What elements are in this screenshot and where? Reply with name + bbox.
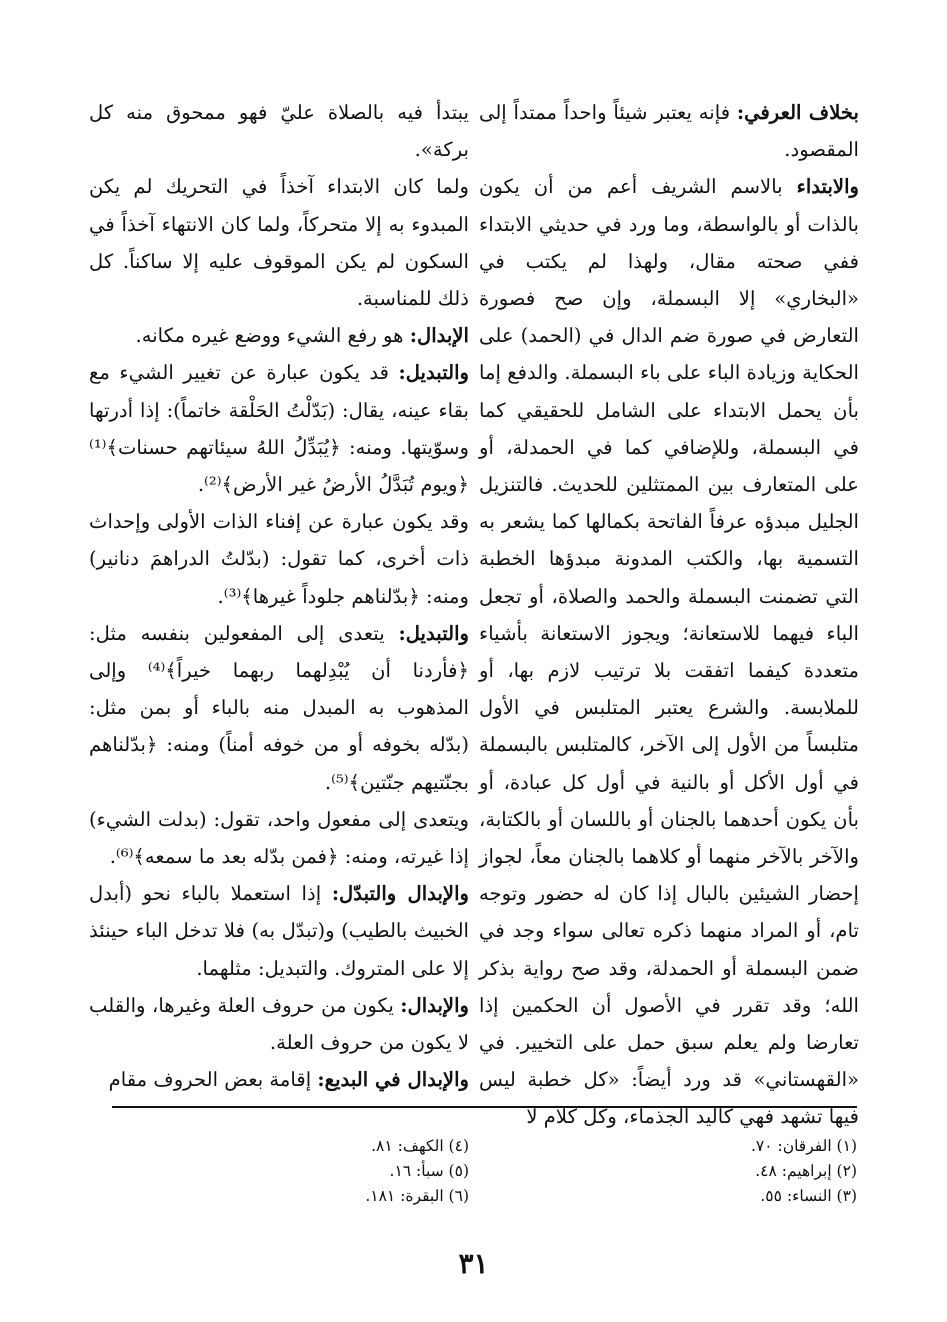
- paragraph: [89, 987, 469, 1061]
- paragraph-text: إقامة بعض الحروف مقام: [108, 1068, 318, 1092]
- paragraph-text: يتعدى إلى المفعولين بنفسه مثل: ﴿فأردنا أن يُبْدِلهما ربهما خيراً﴾⁽⁴⁾ وإلى المذهوب به المبدل منه بالباء أو بمن مثل: (بدّله بخوفه أو من خوفه أمناً) ومنه: ﴿بدّلناهم بجنّتيهم جنّتين﴾⁽⁵⁾.: [89, 621, 469, 794]
- term: والتبديل:: [398, 361, 469, 385]
- term: والإبدال في البديع:: [317, 1068, 469, 1092]
- paragraph: [89, 875, 469, 987]
- paragraph-text: إذا استعملا بالباء نحو (أبدل الخبيث بالطيب) و(تبدّل به) فلا تدخل الباء حينئذ إلا على المتروك. والتبديل: مثلهما.: [89, 882, 469, 980]
- footnote: (٥) سبأ: ١٦.: [389, 1162, 469, 1180]
- footnote-divider: [112, 1106, 857, 1108]
- paragraph: [89, 317, 469, 354]
- term: والإبدال:: [400, 993, 469, 1017]
- paragraph: [89, 94, 469, 168]
- footnote: (٣) النساء: ٥٥.: [760, 1187, 857, 1205]
- paragraph-text: ويتعدى إلى مفعول واحد، تقول: (بدلت الشيء) إذا غيرته، ومنه: ﴿فمن بدّله بعد ما سمعه﴾⁽⁶⁾.: [89, 807, 470, 869]
- footnotes-left: [169, 1134, 469, 1209]
- paragraph: [89, 801, 469, 875]
- paragraph: [89, 503, 469, 615]
- term: والإبدال والتبدّل:: [331, 882, 469, 906]
- paragraph-text: يبتدأ فيه بالصلاة عليّ فهو ممحوق منه كل بركة».: [89, 101, 469, 162]
- term: الإبدال:: [409, 324, 469, 348]
- paragraph-text: قد يكون عبارة عن تغيير الشيء مع بقاء عينه، يقال: (بَدّلْتُ الحَلْقة خاتماً): إذا أدرتها وسوّيتها. ومنه: ﴿يُبَدِّلُ اللهُ سيئاتهم حسنات﴾⁽¹⁾ ﴿ويوم تُبَدَّلُ الأرضُ غير الأرض﴾⁽²⁾.: [89, 361, 469, 497]
- paragraph: [89, 1061, 469, 1098]
- text-column-left: [89, 94, 469, 1098]
- term: بخلاف العرفي:: [736, 101, 859, 124]
- footnote: (٦) البقرة: ١٨١.: [365, 1187, 469, 1205]
- paragraph: [89, 615, 469, 801]
- paragraph: [479, 94, 859, 168]
- paragraph-text: هو رفع الشيء ووضع غيره مكانه.: [135, 324, 410, 348]
- paragraph-text: فإنه يعتبر شيئاً واحداً ممتداً إلى المقصود.: [479, 101, 859, 162]
- paragraph: [479, 168, 859, 1135]
- page-number: ٣١: [458, 1247, 489, 1280]
- paragraph: [89, 354, 469, 503]
- term: والتبديل:: [398, 621, 469, 645]
- paragraph-text: يكون من حروف العلة وغيرها، والقلب لا يكون من حروف العلة.: [89, 993, 469, 1055]
- footnote: (٢) إبراهيم: ٤٨.: [755, 1162, 857, 1180]
- footnote: (٤) الكهف: ٨١.: [371, 1137, 469, 1155]
- text-column-right: [479, 94, 859, 1136]
- paragraph: [89, 168, 469, 317]
- paragraph-text: ولما كان الابتداء آخذاً في التحريك لم يكن المبدوء به إلا متحركاً، ولما كان الانتهاء آخذاً في السكون لم يكن الموقوف عليه إلا ساكناً. كل ذلك للمناسبة.: [89, 175, 469, 311]
- paragraph-text: وقد يكون عبارة عن إفناء الذات الأولى وإحداث ذات أخرى، كما تقول: (بدّلتُ الدراهمَ دنانير) ومنه: ﴿بدّلناهم جلوداً غيرها﴾⁽³⁾.: [89, 510, 469, 608]
- paragraph-text: بالاسم الشريف أعم من أن يكون بالذات أو بالواسطة، وما ورد في حديثي الابتداء ففي صحته مقال، ولهذا لم يكتب في «البخاري» إلا البسملة، وإن صح فصورة التعارض في صورة ضم الدال في (الحمد) على الحكاية وزيادة الباء على باء البسملة. والدفع إما بأن يحمل الابتداء على الشامل للحقيقي كما في البسملة، وللإضافي كما في الحمدلة، أو على المتعارف بين الممتثلين للحديث. فالتنزيل الجليل مبدؤه عرفاً الفاتحة بكمالها كما يشعر به التسمية بها، والكتب المدونة مبدؤها الخطبة التي تضمنت البسملة والحمد والصلاة، أو تجعل الباء فيهما للاستعانة؛ ويجوز الاستعانة بأشياء متعددة كيفما اتفقت بلا ترتيب لازم بها، أو للملابسة. والشرع يعتبر المتلبس في الأول متلبساً من الأول إلى الآخر، كالمتلبس بالبسملة في أول الأكل أو بالنية في أول كل عبادة، أو بأن يكون أحدهما بالجنان أو باللسان أو بالكتابة، والآخر بالآخر منهما أو كلاهما بالجنان معاً، لجواز إحضار الشيئين بالبال إذا كان له حضور وتوجه تام، أو المراد منهما ذكره تعالى سواء وجد في ضمن البسملة أو الحمدلة، وقد صح رواية بذكر الله؛ وقد تقرر في الأصول أن الحكمين إذا تعارضا ولم يعلم سبق حمل على التخيير. في «القهستاني» قد ورد أيضاً: «كل خطبة ليس فيها تشهد فهي كاليد الجذماء، وكل كلام لا: [479, 175, 859, 1129]
- term: والابتداء: [796, 175, 859, 199]
- footnote: (١) الفرقان: ٧٠.: [750, 1137, 857, 1155]
- footnotes-right: [557, 1134, 857, 1209]
